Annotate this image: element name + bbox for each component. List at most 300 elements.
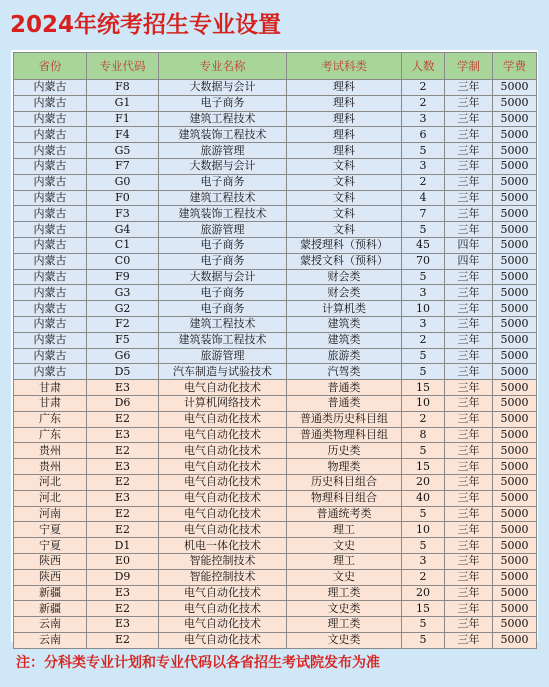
- cell-duration: 三年: [445, 490, 493, 506]
- cell-duration: 三年: [445, 632, 493, 648]
- table-row: [14, 206, 537, 222]
- cell-major-name: 智能控制技术: [159, 569, 287, 585]
- cell-tuition: 5000: [493, 237, 537, 253]
- cell-major-code: G1: [87, 95, 159, 111]
- cell-major-name: 电气自动化技术: [159, 459, 287, 475]
- cell-duration: 三年: [445, 95, 493, 111]
- cell-duration: 三年: [445, 111, 493, 127]
- cell-major-code: F3: [87, 206, 159, 222]
- cell-province: 内蒙古: [14, 111, 87, 127]
- cell-duration: 三年: [445, 617, 493, 633]
- table-row: [14, 538, 537, 554]
- cell-duration: 三年: [445, 443, 493, 459]
- cell-exam-category: 文科: [287, 174, 402, 190]
- cell-major-code: G4: [87, 222, 159, 238]
- cell-tuition: 5000: [493, 490, 537, 506]
- cell-major-code: C1: [87, 237, 159, 253]
- cell-duration: 三年: [445, 364, 493, 380]
- cell-province: 新疆: [14, 585, 87, 601]
- cell-tuition: 5000: [493, 601, 537, 617]
- cell-province: 河南: [14, 506, 87, 522]
- cell-major-code: E2: [87, 632, 159, 648]
- table-row: [14, 143, 537, 159]
- cell-major-name: 电气自动化技术: [159, 380, 287, 396]
- cell-tuition: 5000: [493, 301, 537, 317]
- cell-enrollment-count: 5: [402, 364, 445, 380]
- table-row: [14, 395, 537, 411]
- column-header-duration: 学制: [445, 53, 493, 80]
- cell-major-code: E3: [87, 380, 159, 396]
- cell-enrollment-count: 20: [402, 585, 445, 601]
- cell-major-name: 大数据与会计: [159, 269, 287, 285]
- cell-major-code: C0: [87, 253, 159, 269]
- cell-duration: 三年: [445, 553, 493, 569]
- cell-province: 内蒙古: [14, 285, 87, 301]
- cell-duration: 三年: [445, 395, 493, 411]
- cell-tuition: 5000: [493, 553, 537, 569]
- cell-duration: 三年: [445, 538, 493, 554]
- cell-exam-category: 文科: [287, 158, 402, 174]
- cell-province: 内蒙古: [14, 348, 87, 364]
- cell-enrollment-count: 5: [402, 143, 445, 159]
- cell-exam-category: 理工: [287, 553, 402, 569]
- cell-tuition: 5000: [493, 253, 537, 269]
- cell-tuition: 5000: [493, 190, 537, 206]
- column-header-tuition: 学费: [493, 53, 537, 80]
- cell-tuition: 5000: [493, 538, 537, 554]
- cell-enrollment-count: 45: [402, 237, 445, 253]
- cell-major-code: D9: [87, 569, 159, 585]
- cell-tuition: 5000: [493, 474, 537, 490]
- table-row: [14, 174, 537, 190]
- cell-enrollment-count: 2: [402, 411, 445, 427]
- cell-major-name: 建筑工程技术: [159, 316, 287, 332]
- table-row: [14, 459, 537, 475]
- cell-duration: 三年: [445, 411, 493, 427]
- cell-province: 宁夏: [14, 538, 87, 554]
- cell-exam-category: 普通类历史科目组: [287, 411, 402, 427]
- cell-tuition: 5000: [493, 222, 537, 238]
- cell-duration: 三年: [445, 143, 493, 159]
- cell-enrollment-count: 3: [402, 553, 445, 569]
- cell-enrollment-count: 5: [402, 632, 445, 648]
- cell-major-code: F0: [87, 190, 159, 206]
- cell-province: 广东: [14, 411, 87, 427]
- cell-enrollment-count: 3: [402, 316, 445, 332]
- cell-enrollment-count: 70: [402, 253, 445, 269]
- cell-enrollment-count: 20: [402, 474, 445, 490]
- cell-duration: 三年: [445, 427, 493, 443]
- table-row: [14, 364, 537, 380]
- cell-enrollment-count: 6: [402, 127, 445, 143]
- cell-exam-category: 文科: [287, 222, 402, 238]
- cell-exam-category: 理工类: [287, 585, 402, 601]
- cell-major-name: 电气自动化技术: [159, 411, 287, 427]
- cell-enrollment-count: 2: [402, 95, 445, 111]
- cell-tuition: 5000: [493, 80, 537, 96]
- cell-enrollment-count: 2: [402, 80, 445, 96]
- cell-province: 新疆: [14, 601, 87, 617]
- table-row: [14, 95, 537, 111]
- cell-major-code: F1: [87, 111, 159, 127]
- cell-major-code: E3: [87, 427, 159, 443]
- cell-duration: 四年: [445, 253, 493, 269]
- enrollment-table: [13, 52, 537, 649]
- table-row: [14, 348, 537, 364]
- cell-major-name: 电子商务: [159, 285, 287, 301]
- cell-enrollment-count: 2: [402, 569, 445, 585]
- cell-duration: 三年: [445, 222, 493, 238]
- cell-exam-category: 建筑类: [287, 316, 402, 332]
- cell-major-name: 建筑工程技术: [159, 190, 287, 206]
- cell-exam-category: 理工: [287, 522, 402, 538]
- cell-exam-category: 财会类: [287, 269, 402, 285]
- cell-exam-category: 建筑类: [287, 332, 402, 348]
- cell-major-name: 电气自动化技术: [159, 601, 287, 617]
- cell-exam-category: 蒙授文科（预科）: [287, 253, 402, 269]
- cell-exam-category: 物理类: [287, 459, 402, 475]
- cell-duration: 三年: [445, 380, 493, 396]
- cell-province: 宁夏: [14, 522, 87, 538]
- cell-duration: 三年: [445, 569, 493, 585]
- cell-tuition: 5000: [493, 632, 537, 648]
- cell-major-code: G3: [87, 285, 159, 301]
- page-title: 2024年统考招生专业设置: [10, 12, 282, 38]
- cell-province: 陕西: [14, 569, 87, 585]
- cell-major-name: 计算机网络技术: [159, 395, 287, 411]
- table-row: [14, 617, 537, 633]
- cell-major-code: E2: [87, 443, 159, 459]
- table-row: [14, 443, 537, 459]
- table-row: [14, 380, 537, 396]
- cell-tuition: 5000: [493, 364, 537, 380]
- cell-enrollment-count: 5: [402, 443, 445, 459]
- cell-tuition: 5000: [493, 158, 537, 174]
- cell-province: 内蒙古: [14, 316, 87, 332]
- cell-major-code: E3: [87, 617, 159, 633]
- cell-tuition: 5000: [493, 569, 537, 585]
- cell-province: 贵州: [14, 459, 87, 475]
- cell-major-code: E3: [87, 585, 159, 601]
- table-row: [14, 632, 537, 648]
- cell-tuition: 5000: [493, 206, 537, 222]
- cell-major-name: 智能控制技术: [159, 553, 287, 569]
- cell-major-name: 电子商务: [159, 174, 287, 190]
- cell-duration: 三年: [445, 158, 493, 174]
- cell-duration: 三年: [445, 301, 493, 317]
- cell-major-name: 机电一体化技术: [159, 538, 287, 554]
- cell-province: 甘肃: [14, 395, 87, 411]
- cell-tuition: 5000: [493, 443, 537, 459]
- cell-major-code: G5: [87, 143, 159, 159]
- cell-major-code: F7: [87, 158, 159, 174]
- table-row: [14, 585, 537, 601]
- table-row: [14, 490, 537, 506]
- cell-exam-category: 文史: [287, 569, 402, 585]
- cell-exam-category: 普通类: [287, 395, 402, 411]
- cell-major-name: 电气自动化技术: [159, 617, 287, 633]
- cell-major-code: F8: [87, 80, 159, 96]
- cell-major-code: F9: [87, 269, 159, 285]
- cell-province: 甘肃: [14, 380, 87, 396]
- cell-duration: 三年: [445, 316, 493, 332]
- cell-exam-category: 计算机类: [287, 301, 402, 317]
- cell-major-name: 电子商务: [159, 301, 287, 317]
- cell-tuition: 5000: [493, 395, 537, 411]
- cell-duration: 三年: [445, 80, 493, 96]
- cell-major-code: D6: [87, 395, 159, 411]
- cell-major-code: E3: [87, 459, 159, 475]
- cell-province: 贵州: [14, 443, 87, 459]
- cell-tuition: 5000: [493, 95, 537, 111]
- table-row: [14, 522, 537, 538]
- cell-duration: 三年: [445, 285, 493, 301]
- cell-enrollment-count: 5: [402, 538, 445, 554]
- cell-province: 内蒙古: [14, 158, 87, 174]
- cell-major-code: G2: [87, 301, 159, 317]
- cell-major-name: 大数据与会计: [159, 80, 287, 96]
- cell-province: 广东: [14, 427, 87, 443]
- column-header-province: 省份: [14, 53, 87, 80]
- cell-province: 内蒙古: [14, 253, 87, 269]
- cell-major-name: 大数据与会计: [159, 158, 287, 174]
- cell-enrollment-count: 8: [402, 427, 445, 443]
- table-row: [14, 222, 537, 238]
- cell-tuition: 5000: [493, 617, 537, 633]
- cell-exam-category: 旅游类: [287, 348, 402, 364]
- cell-exam-category: 理科: [287, 143, 402, 159]
- cell-exam-category: 理工类: [287, 617, 402, 633]
- cell-major-name: 建筑装饰工程技术: [159, 332, 287, 348]
- cell-province: 内蒙古: [14, 206, 87, 222]
- cell-province: 内蒙古: [14, 222, 87, 238]
- cell-exam-category: 文科: [287, 206, 402, 222]
- cell-exam-category: 文科: [287, 190, 402, 206]
- cell-exam-category: 理科: [287, 111, 402, 127]
- cell-major-name: 建筑装饰工程技术: [159, 127, 287, 143]
- table-row: [14, 474, 537, 490]
- cell-province: 河北: [14, 474, 87, 490]
- cell-exam-category: 文史类: [287, 632, 402, 648]
- cell-exam-category: 理科: [287, 127, 402, 143]
- cell-major-name: 电子商务: [159, 253, 287, 269]
- table-row: [14, 332, 537, 348]
- cell-major-code: E2: [87, 506, 159, 522]
- cell-duration: 三年: [445, 269, 493, 285]
- cell-duration: 三年: [445, 190, 493, 206]
- cell-enrollment-count: 3: [402, 111, 445, 127]
- cell-duration: 三年: [445, 459, 493, 475]
- cell-exam-category: 理科: [287, 80, 402, 96]
- cell-major-name: 电气自动化技术: [159, 490, 287, 506]
- cell-duration: 三年: [445, 348, 493, 364]
- cell-duration: 三年: [445, 506, 493, 522]
- cell-major-name: 电气自动化技术: [159, 632, 287, 648]
- table-row: [14, 111, 537, 127]
- cell-exam-category: 财会类: [287, 285, 402, 301]
- cell-duration: 三年: [445, 601, 493, 617]
- table-row: [14, 569, 537, 585]
- cell-province: 陕西: [14, 553, 87, 569]
- table-row: [14, 269, 537, 285]
- cell-major-code: D1: [87, 538, 159, 554]
- cell-enrollment-count: 15: [402, 380, 445, 396]
- table-row: [14, 190, 537, 206]
- cell-tuition: 5000: [493, 427, 537, 443]
- cell-tuition: 5000: [493, 332, 537, 348]
- cell-duration: 三年: [445, 474, 493, 490]
- table-row: [14, 253, 537, 269]
- cell-enrollment-count: 5: [402, 506, 445, 522]
- cell-exam-category: 物理科目组合: [287, 490, 402, 506]
- cell-province: 内蒙古: [14, 95, 87, 111]
- table-row: [14, 553, 537, 569]
- cell-enrollment-count: 5: [402, 348, 445, 364]
- cell-province: 内蒙古: [14, 269, 87, 285]
- cell-enrollment-count: 2: [402, 332, 445, 348]
- cell-major-code: D5: [87, 364, 159, 380]
- table-row: [14, 237, 537, 253]
- cell-major-name: 旅游管理: [159, 222, 287, 238]
- cell-major-name: 建筑装饰工程技术: [159, 206, 287, 222]
- cell-major-name: 电气自动化技术: [159, 427, 287, 443]
- cell-tuition: 5000: [493, 127, 537, 143]
- table-row: [14, 285, 537, 301]
- cell-major-name: 电气自动化技术: [159, 474, 287, 490]
- cell-tuition: 5000: [493, 316, 537, 332]
- cell-exam-category: 历史类: [287, 443, 402, 459]
- cell-major-name: 电气自动化技术: [159, 522, 287, 538]
- cell-tuition: 5000: [493, 522, 537, 538]
- cell-major-code: F5: [87, 332, 159, 348]
- cell-exam-category: 普通类物理科目组: [287, 427, 402, 443]
- cell-major-name: 电子商务: [159, 237, 287, 253]
- cell-duration: 三年: [445, 174, 493, 190]
- cell-major-code: E2: [87, 522, 159, 538]
- cell-enrollment-count: 5: [402, 222, 445, 238]
- cell-enrollment-count: 10: [402, 522, 445, 538]
- cell-tuition: 5000: [493, 411, 537, 427]
- column-header-enrollment-count: 人数: [402, 53, 445, 80]
- cell-exam-category: 理科: [287, 95, 402, 111]
- cell-enrollment-count: 4: [402, 190, 445, 206]
- cell-enrollment-count: 40: [402, 490, 445, 506]
- table-row: [14, 127, 537, 143]
- cell-tuition: 5000: [493, 585, 537, 601]
- cell-major-code: G6: [87, 348, 159, 364]
- cell-major-code: E2: [87, 474, 159, 490]
- table-row: [14, 158, 537, 174]
- cell-enrollment-count: 10: [402, 301, 445, 317]
- cell-province: 内蒙古: [14, 127, 87, 143]
- cell-province: 内蒙古: [14, 364, 87, 380]
- cell-major-code: G0: [87, 174, 159, 190]
- column-header-major-code: 专业代码: [87, 53, 159, 80]
- cell-tuition: 5000: [493, 459, 537, 475]
- cell-tuition: 5000: [493, 348, 537, 364]
- cell-major-name: 电气自动化技术: [159, 443, 287, 459]
- cell-enrollment-count: 5: [402, 269, 445, 285]
- cell-tuition: 5000: [493, 269, 537, 285]
- cell-province: 内蒙古: [14, 237, 87, 253]
- table-row: [14, 427, 537, 443]
- table-row: [14, 411, 537, 427]
- cell-province: 内蒙古: [14, 143, 87, 159]
- cell-province: 云南: [14, 632, 87, 648]
- cell-exam-category: 文史: [287, 538, 402, 554]
- cell-major-name: 建筑工程技术: [159, 111, 287, 127]
- cell-province: 内蒙古: [14, 174, 87, 190]
- cell-exam-category: 蒙授理科（预科）: [287, 237, 402, 253]
- cell-enrollment-count: 3: [402, 158, 445, 174]
- cell-enrollment-count: 3: [402, 285, 445, 301]
- cell-enrollment-count: 7: [402, 206, 445, 222]
- cell-major-code: F4: [87, 127, 159, 143]
- cell-major-name: 旅游管理: [159, 348, 287, 364]
- cell-major-name: 电气自动化技术: [159, 585, 287, 601]
- cell-duration: 三年: [445, 585, 493, 601]
- cell-province: 内蒙古: [14, 332, 87, 348]
- cell-major-name: 电子商务: [159, 95, 287, 111]
- cell-duration: 三年: [445, 206, 493, 222]
- cell-major-name: 汽车制造与试验技术: [159, 364, 287, 380]
- column-header-exam-category: 考试科类: [287, 53, 402, 80]
- table-row: [14, 301, 537, 317]
- table-row: [14, 80, 537, 96]
- cell-tuition: 5000: [493, 506, 537, 522]
- cell-major-code: E3: [87, 490, 159, 506]
- cell-exam-category: 普通统考类: [287, 506, 402, 522]
- cell-major-code: E0: [87, 553, 159, 569]
- cell-major-code: E2: [87, 601, 159, 617]
- cell-major-code: F2: [87, 316, 159, 332]
- footnote: 注：分科类专业计划和专业代码以各省招生考试院发布为准: [16, 655, 380, 671]
- cell-province: 内蒙古: [14, 301, 87, 317]
- cell-exam-category: 普通类: [287, 380, 402, 396]
- cell-exam-category: 文史类: [287, 601, 402, 617]
- cell-duration: 四年: [445, 237, 493, 253]
- cell-province: 河北: [14, 490, 87, 506]
- cell-enrollment-count: 15: [402, 459, 445, 475]
- cell-enrollment-count: 2: [402, 174, 445, 190]
- cell-province: 云南: [14, 617, 87, 633]
- cell-enrollment-count: 15: [402, 601, 445, 617]
- cell-exam-category: 汽驾类: [287, 364, 402, 380]
- cell-tuition: 5000: [493, 380, 537, 396]
- cell-enrollment-count: 10: [402, 395, 445, 411]
- table-row: [14, 506, 537, 522]
- cell-tuition: 5000: [493, 285, 537, 301]
- cell-province: 内蒙古: [14, 190, 87, 206]
- table-body: [14, 80, 537, 649]
- column-header-major-name: 专业名称: [159, 53, 287, 80]
- cell-province: 内蒙古: [14, 80, 87, 96]
- cell-tuition: 5000: [493, 143, 537, 159]
- cell-major-code: E2: [87, 411, 159, 427]
- cell-tuition: 5000: [493, 111, 537, 127]
- table-row: [14, 601, 537, 617]
- cell-duration: 三年: [445, 332, 493, 348]
- cell-major-name: 旅游管理: [159, 143, 287, 159]
- cell-duration: 三年: [445, 127, 493, 143]
- cell-duration: 三年: [445, 522, 493, 538]
- cell-exam-category: 历史科目组合: [287, 474, 402, 490]
- cell-major-name: 电气自动化技术: [159, 506, 287, 522]
- cell-enrollment-count: 5: [402, 617, 445, 633]
- table-header-row: [14, 53, 537, 80]
- cell-tuition: 5000: [493, 174, 537, 190]
- table-row: [14, 316, 537, 332]
